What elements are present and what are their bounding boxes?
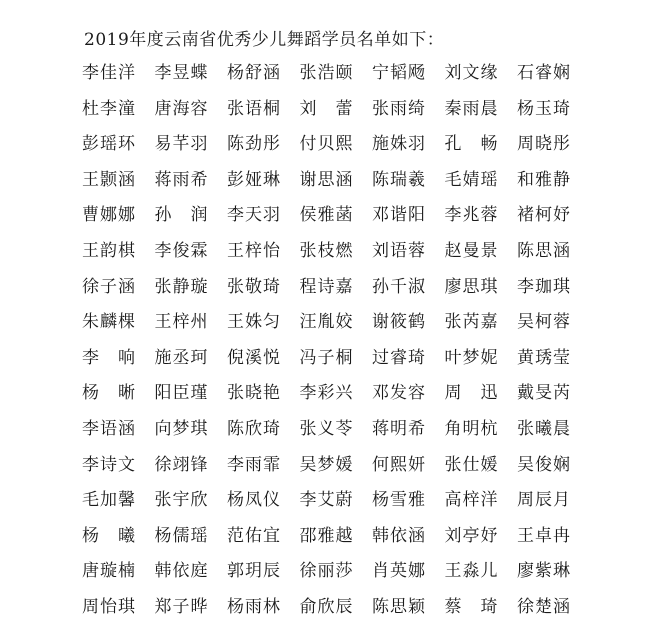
student-name: 角明杭 — [444, 418, 499, 439]
student-name: 陈思颖 — [372, 596, 426, 617]
student-name: 过睿琦 — [372, 347, 426, 368]
student-name: 付贝熙 — [299, 134, 354, 155]
student-name: 周辰月 — [517, 490, 571, 511]
student-name: 毛婧瑶 — [444, 169, 499, 190]
student-name: 周怡琪 — [82, 596, 136, 617]
student-name: 杨凤仪 — [227, 490, 281, 511]
document-body — [82, 28, 662, 626]
student-name: 吴柯蓉 — [517, 312, 571, 333]
student-name: 李诗文 — [82, 454, 136, 475]
student-name: 李艾蔚 — [299, 490, 354, 511]
student-name: 向梦琪 — [154, 418, 209, 439]
student-name: 吴俊娴 — [517, 454, 571, 475]
student-name: 王颢涵 — [82, 169, 136, 190]
student-name: 徐子涵 — [82, 276, 136, 297]
student-name: 廖紫琳 — [517, 561, 571, 582]
student-name: 陈瑞羲 — [372, 169, 426, 190]
student-name: 唐璇楠 — [82, 561, 136, 582]
student-name: 杨儒瑶 — [154, 525, 209, 546]
student-name: 周 迅 — [444, 383, 499, 404]
student-name: 陈欣琦 — [227, 418, 281, 439]
student-name: 刘语蓉 — [372, 240, 426, 261]
student-name: 李俊霖 — [154, 240, 209, 261]
student-name: 邓发容 — [372, 383, 426, 404]
student-name: 张雨绮 — [372, 98, 426, 119]
student-name: 杨雨林 — [227, 596, 281, 617]
student-name: 蔡 琦 — [444, 596, 499, 617]
student-name: 谢思涵 — [299, 169, 354, 190]
student-name: 韩依涵 — [372, 525, 426, 546]
student-name: 杨 晰 — [82, 383, 136, 404]
student-name: 王韵棋 — [82, 240, 136, 261]
student-name: 唐海容 — [154, 98, 209, 119]
student-name: 韩依庭 — [154, 561, 209, 582]
student-name: 阳臣瑾 — [154, 383, 209, 404]
student-name: 吴梦媛 — [299, 454, 354, 475]
student-name: 李珈琪 — [517, 276, 571, 297]
student-name: 张语桐 — [227, 98, 281, 119]
student-name: 张枝燃 — [299, 240, 354, 261]
student-name: 李语涵 — [82, 418, 136, 439]
student-name: 李 响 — [82, 347, 136, 368]
student-name: 王淼儿 — [444, 561, 499, 582]
student-name: 张曦晨 — [517, 418, 571, 439]
student-name: 陈劲彤 — [227, 134, 281, 155]
student-name: 李兆蓉 — [444, 205, 499, 226]
student-name: 杨雪雅 — [372, 490, 426, 511]
student-name: 汪胤姣 — [299, 312, 354, 333]
student-name: 徐丽莎 — [299, 561, 354, 582]
student-name: 朱麟棵 — [82, 312, 136, 333]
student-name-grid — [82, 56, 662, 626]
student-name: 张义苓 — [299, 418, 354, 439]
student-name: 杜李潼 — [82, 98, 136, 119]
student-name: 范佑宜 — [227, 525, 281, 546]
student-name: 戴旻芮 — [517, 383, 571, 404]
student-name: 郭玥辰 — [227, 561, 281, 582]
student-name: 谢筱鹤 — [372, 312, 426, 333]
student-name: 肖英娜 — [372, 561, 426, 582]
student-name: 侯雅菡 — [299, 205, 354, 226]
student-name: 李昱蝶 — [154, 63, 209, 83]
student-name: 黄琇莹 — [517, 347, 571, 368]
student-name: 张仕媛 — [444, 454, 499, 475]
student-name: 程诗嘉 — [299, 276, 354, 297]
student-name: 邵雅越 — [299, 525, 354, 546]
student-name: 蒋雨希 — [154, 169, 209, 190]
student-name: 彭瑶环 — [82, 134, 136, 155]
student-name: 冯子桐 — [299, 347, 354, 368]
student-name: 徐翊锋 — [154, 454, 209, 475]
student-name: 李佳洋 — [82, 63, 136, 83]
student-name: 蒋明希 — [372, 418, 426, 439]
student-name: 郑子晔 — [154, 596, 209, 617]
student-name: 周晓彤 — [517, 134, 571, 155]
student-name: 张芮嘉 — [444, 312, 499, 333]
student-name: 张浩颐 — [299, 63, 354, 83]
student-name: 李彩兴 — [299, 383, 354, 404]
student-name: 俞欣辰 — [299, 596, 354, 617]
student-name: 和雅静 — [517, 169, 571, 190]
student-name: 杨玉琦 — [517, 98, 571, 119]
student-name: 王梓州 — [154, 312, 209, 333]
student-name: 李雨霏 — [227, 454, 281, 475]
student-name: 叶梦妮 — [444, 347, 499, 368]
student-name: 彭娅琳 — [227, 169, 281, 190]
student-name: 廖思琪 — [444, 276, 499, 297]
student-name: 邓谐阳 — [372, 205, 426, 226]
student-name: 高梓洋 — [444, 490, 499, 511]
student-name: 曹娜娜 — [82, 205, 136, 226]
student-name: 褚柯妤 — [517, 205, 571, 226]
student-name: 徐楚涵 — [517, 596, 571, 617]
student-name: 施姝羽 — [372, 134, 426, 155]
student-name: 毛加馨 — [82, 490, 136, 511]
student-name: 张晓艳 — [227, 383, 281, 404]
student-name: 刘文缘 — [444, 63, 499, 83]
student-name: 刘 蕾 — [299, 98, 354, 119]
student-name: 施丞珂 — [154, 347, 209, 368]
student-name: 孙千淑 — [372, 276, 426, 297]
student-name: 陈思涵 — [517, 240, 571, 261]
student-name: 赵曼景 — [444, 240, 499, 261]
student-name: 宁韬飏 — [372, 63, 426, 83]
student-name: 王卓冉 — [517, 525, 571, 546]
student-name: 何熙妍 — [372, 454, 426, 475]
student-name: 王梓怡 — [227, 240, 281, 261]
student-name: 李天羽 — [227, 205, 281, 226]
student-name: 张敬琦 — [227, 276, 281, 297]
student-name: 王姝匀 — [227, 312, 281, 333]
student-name: 刘亭妤 — [444, 525, 499, 546]
student-name: 秦雨晨 — [444, 98, 499, 119]
student-name: 倪溪悦 — [227, 347, 281, 368]
document-title: 2019年度云南省优秀少儿舞蹈学员名单如下： — [84, 30, 445, 50]
student-name: 张宇欣 — [154, 490, 209, 511]
student-name: 张静璇 — [154, 276, 209, 297]
student-name: 易芊羽 — [154, 134, 209, 155]
student-name: 孔 畅 — [444, 134, 499, 155]
student-name: 石睿娴 — [517, 63, 571, 83]
student-name: 杨舒涵 — [227, 63, 281, 83]
student-name: 杨 曦 — [82, 525, 136, 546]
student-name: 孙 润 — [154, 205, 209, 226]
